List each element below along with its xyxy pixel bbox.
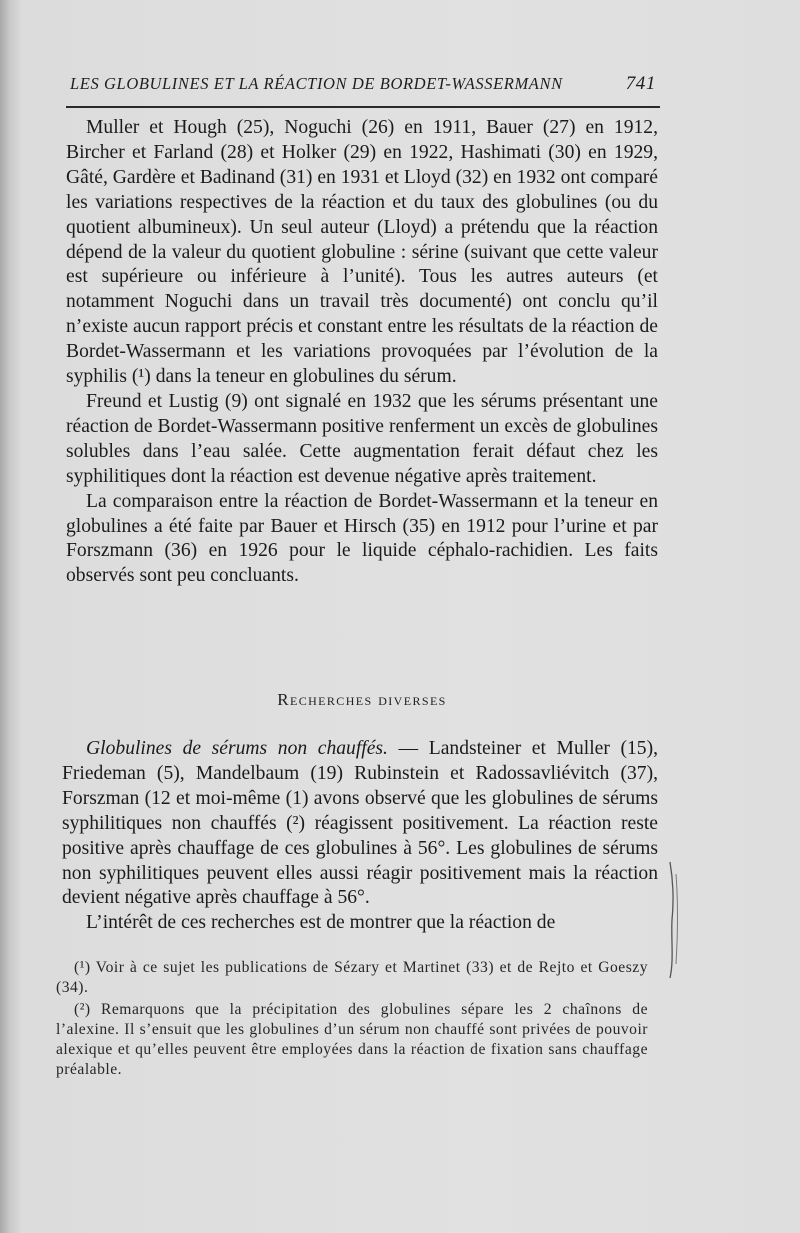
paragraph: La comparaison entre la réaction de Bordet-Wassermann et la teneur en globulines a été faite par Bauer et Hirsch (35) en 1912 pour l’urine et par Forszmann (36) en 1926 pour le liquide céphalo-rachidien. Les faits observés sont peu concluants. [66, 490, 658, 587]
page-number: 741 [625, 73, 656, 94]
footnote-1: (¹) Voir à ce sujet les publications de Sézary et Martinet (33) et de Rejto et Goeszy (34). [56, 959, 648, 996]
margin-bracket-mark [664, 860, 680, 980]
main-text [66, 116, 658, 589]
paragraph: Muller et Hough (25), Noguchi (26) en 1911, Bauer (27) en 1912, Bircher et Farland (28) et Holker (29) en 1922, Hashimati (30) en 1929, Gâté, Gardère et Badinand (31) en 1931 et Lloyd (32) en 1932 ont comparé les variations respectives de la réaction et du taux des globulines (ou du quotient albumineux). Un seul auteur (Lloyd) a prétendu que la réaction dépend de la valeur du quotient globuline : sérine (suivant que cette valeur est supérieure ou inférieure à l’unité). Tous les autres auteurs (et notamment Noguchi dans un travail très documenté) ont conclu qu’il n’existe aucun rapport précis et constant entre les résultats de la réaction de Bordet-Wassermann et les variations provoquées par l’évolution de la syphilis (¹) dans la teneur en globulines du sérum. [66, 117, 658, 388]
section-heading: Recherches diverses [277, 690, 447, 709]
paragraph: Freund et Lustig (9) ont signalé en 1932 que les sérums présentant une réaction de Bordet-Wassermann positive renferment un excès de globulines solubles dans l’eau salée. Cette augmentation ferait défaut chez les syphilitiques dont la réaction est devenue négative après traitement. [66, 390, 658, 487]
running-header [70, 70, 662, 100]
section-lead-text: — Landsteiner et Muller (15), Friedeman (5), Mandelbaum (19) Rubinstein et Radossavliévitch (37), Forszman (12 et moi-même (1) avons observé que les globulines de sérums syphilitiques non chauffés (²) réagissent positivement. La réaction reste positive après chauffage de ces globulines à 56°. Les globulines de sérums non syphilitiques peuvent elles aussi réagir positivement mais la réaction devient négative après chauffage à 56°. [62, 738, 658, 909]
footnote-2: (²) Remarquons que la précipitation des globulines sépare les 2 chaînons de l’alexine. Il s’ensuit que les globulines d’un sérum non chauffé sont privées de pouvoir alexique et qu’elles peuvent être employées dans la réaction de fixation sans chauffage préalable. [56, 1001, 648, 1078]
running-title: LES GLOBULINES ET LA RÉACTION DE BORDET-WASSERMANN [70, 74, 563, 93]
section-text [62, 737, 658, 936]
section-last-line: L’intérêt de ces recherches est de montrer que la réaction de [86, 912, 556, 934]
header-rule [66, 106, 660, 108]
section-lead: Globulines de sérums non chauffés. [86, 738, 388, 759]
footnotes [56, 958, 648, 1079]
section-paragraph [62, 737, 658, 911]
